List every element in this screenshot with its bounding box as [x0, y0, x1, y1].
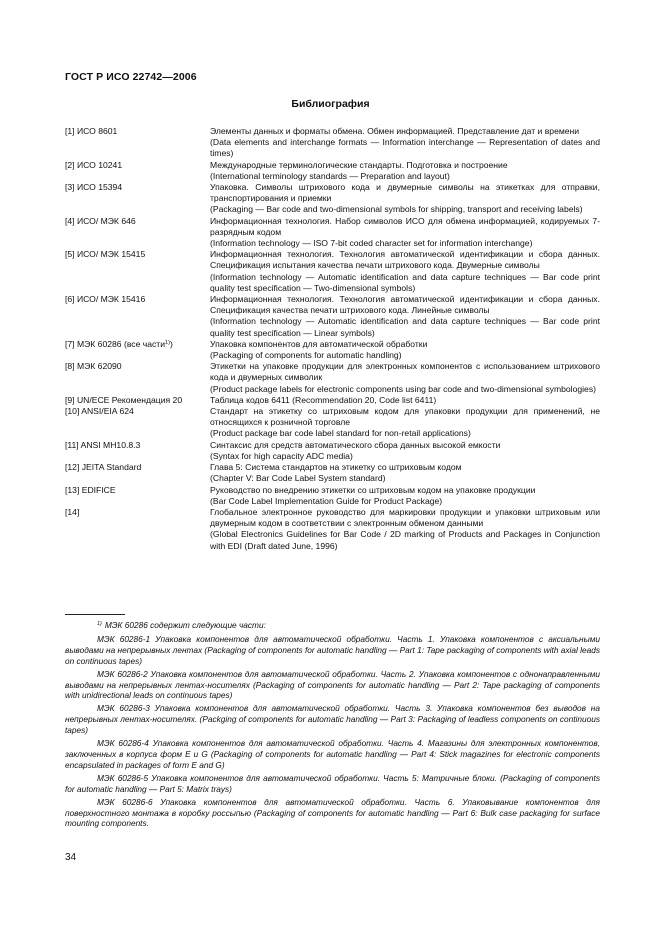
title-russian: Стандарт на этикетку со штриховым кодом для упаковки продукции для применений, не относящихся к розничной торговле [210, 406, 600, 428]
footnote-marker: 1) [97, 621, 102, 627]
bibliography-ref [65, 462, 210, 473]
bibliography-entry [65, 216, 600, 250]
title-english: (Product package bar code label standard for non-retail applications) [210, 428, 471, 439]
title-english: (International terminology standards — Preparation and layout) [210, 170, 450, 181]
bibliography-ref-text: [14] [65, 506, 80, 517]
bibliography-description [210, 294, 600, 339]
bibliography-entry [65, 485, 600, 507]
bibliography-ref-text: [4] ИСО/ МЭК 646 [65, 215, 136, 226]
bibliography-description [210, 440, 600, 462]
title-russian: Элементы данных и форматы обмена. Обмен информацией. Представление дат и времени [210, 126, 580, 136]
bibliography-ref [65, 485, 210, 496]
bibliography-ref [65, 126, 210, 137]
bibliography-ref [65, 182, 210, 193]
footnotes [65, 620, 600, 831]
bibliography-entry [65, 182, 600, 216]
bibliography-ref-text: [1] ИСО 8601 [65, 126, 118, 136]
footnote-intro-text: МЭК 60286 содержит следующие части: [104, 620, 266, 630]
bibliography-entry [65, 339, 600, 361]
bibliography-ref-text: [12] JEITA Standard [65, 462, 142, 473]
title-russian: Упаковка. Символы штрихового кода и двумерные символы на этикетках для отправки, транспортирования и приемки [210, 182, 600, 204]
bibliography-ref [65, 216, 210, 227]
title-english: (Information technology — ISO 7-bit coded character set for information interchange) [210, 238, 533, 249]
bibliography-ref [65, 395, 210, 406]
bibliography-entry [65, 507, 600, 552]
page-number: 34 [65, 852, 77, 863]
title-english: (Packaging of components for automatic handling) [210, 350, 402, 361]
title-russian: Глава 5: Система стандартов на этикетку со штриховым кодом [210, 462, 462, 473]
bibliography-description [210, 126, 600, 160]
section-title: Библиография [291, 98, 370, 110]
bibliography-ref [65, 440, 210, 451]
bibliography-description [210, 485, 600, 507]
title-russian: Международные терминологические стандарты. Подготовка и построение [210, 159, 508, 170]
bibliography-ref [65, 249, 210, 260]
bibliography-description [210, 462, 600, 484]
bibliography-description [210, 182, 600, 216]
title-english: (Data elements and interchange formats — Information interchange — Representation of dates and times) [210, 137, 600, 159]
title-russian: Синтаксис для средств автоматического сбора данных высокой емкости [210, 439, 501, 450]
bibliography-entry [65, 395, 600, 406]
bibliography-description [210, 361, 600, 395]
bibliography-ref-text: [10] ANSI/EIA 624 [65, 406, 134, 417]
bibliography-list [65, 126, 600, 552]
bibliography-ref-text: [7] МЭК 60286 (все части [65, 338, 166, 349]
bibliography-description [210, 160, 600, 182]
title-russian: Информационная технология. Технология автоматической идентификации и сбора данных. Спецификация качества печати штрихового кода. Линейные символы [210, 294, 600, 316]
footnote-item: МЭК 60286-3 Упаковка компонентов для автоматической обработки. Часть 3. Упаковка компонентов без выводов на непрерывных лентах-носителях. (Packging of components for automatic handling — Part 3: Packaging of leadless components on continuous tapes) [65, 703, 600, 736]
bibliography-entry [65, 249, 600, 294]
title-english: (Global Electronics Guidelines for Bar Code / 2D marking of Products and Packages in Conjunction with EDI (Draft dated June, 1996) [210, 529, 600, 551]
bibliography-ref-text: [3] ИСО 15394 [65, 182, 123, 193]
title-russian: Руководство по внедрению этикетки со штриховым кодом на упаковке продукции [210, 484, 536, 495]
footnote-item: МЭК 60286-5 Упаковка компонентов для автоматической обработки. Часть 5: Матричные блоки. (Packaging of components for automatic handling — Part 5: Matrix trays) [65, 772, 600, 794]
footnote-intro [97, 620, 600, 631]
bibliography-ref [65, 507, 210, 518]
footnote-items [65, 634, 600, 829]
document-header: ГОСТ Р ИСО 22742—2006 [65, 71, 197, 83]
bibliography-ref-text: [9] UN/ECE Рекомендация 20 [65, 394, 183, 405]
title-russian: Этикетки на упаковке продукции для электронных компонентов с использованием штрихового кода и двумерных символик [210, 361, 600, 383]
title-english: (Product package labels for electronic components using bar code and two-dimensional symbologies) [210, 383, 596, 394]
bibliography-ref [65, 406, 210, 417]
bibliography-entry [65, 126, 600, 160]
bibliography-entry [65, 361, 600, 395]
bibliography-entry [65, 462, 600, 484]
title-russian: Упаковка компонентов для автоматической обработки [210, 338, 428, 349]
bibliography-description [210, 339, 600, 361]
bibliography-description [210, 406, 600, 440]
bibliography-description [210, 507, 600, 552]
bibliography-entry [65, 160, 600, 182]
footnote-item: МЭК 60286-6 Упаковка компонентов для автоматической обработки. Часть 6. Упаковывание компонентов для поверхностного монтажа в коробку россыпью (Packaging of components for automatic handling — Part 6: Bulk case packaging for surface mounting components. [65, 796, 600, 829]
bibliography-ref-text: [6] ИСО/ МЭК 15416 [65, 294, 146, 305]
footnote-reference: 1) [165, 339, 170, 346]
bibliography-ref-text: [13] EDIFICE [65, 484, 116, 495]
bibliography-ref [65, 361, 210, 372]
bibliography-entry [65, 294, 600, 339]
footnote-item: МЭК 60286-2 Упаковка компонентов для автоматической обработки. Часть 2. Упаковка компонентов с однонаправленными выводами на непрерывных лентах-носителях (Packaging of components for automatic handling — Part 2: Tape packaging of components with unidirectional leads on continuous tapes) [65, 668, 600, 701]
title-english: (Information technology — Automatic identification and data capture techniques — Bar code print quality test specification — Linear symbols) [210, 316, 600, 338]
title-russian: Глобальное электронное руководство для маркировки продукции и упаковки штриховым или двумерным кодом в соответствии с электронным обменом данными [210, 506, 600, 529]
title-english: (Chapter V: Bar Code Label System standard) [210, 473, 386, 484]
title-english: (Information technology — Automatic identification and data capture techniques — Bar code print quality test specification — Two-dimensional symbols) [210, 271, 600, 293]
bibliography-ref-text: [8] МЭК 62090 [65, 361, 122, 372]
bibliography-ref [65, 339, 210, 350]
bibliography-description [210, 249, 600, 294]
bibliography-ref-text: [5] ИСО/ МЭК 15415 [65, 249, 146, 260]
bibliography-ref [65, 294, 210, 305]
bibliography-description [210, 395, 600, 406]
bibliography-ref-text: [11] ANSI MH10.8.3 [65, 439, 141, 450]
title-english: (Syntax for high capacity ADC media) [210, 450, 353, 461]
bibliography-ref-text: [2] ИСО 10241 [65, 159, 123, 170]
bibliography-entry [65, 406, 600, 440]
title-english: (Packaging — Bar code and two-dimensional symbols for shipping, transport and receiving labels) [210, 204, 583, 215]
title-russian: Информационная технология. Технология автоматической идентификации и сбора данных. Спецификация испытания качества печати штрихового кода. Двумерные символы [210, 249, 600, 271]
title-russian: Таблица кодов 6411 (Recommendation 20, Code list 6411) [210, 394, 437, 405]
bibliography-ref-tail: ) [169, 338, 173, 349]
footnote-item: МЭК 60286-1 Упаковка компонентов для автоматической обработки. Часть 1. Упаковка компонентов с аксиальными выводами на непрерывных лентах (Packaging of components for automatic handling — Part 1: Tape packaging of components with axial leads on continuous tapes) [65, 633, 600, 666]
title-english: (Bar Code Label Implementation Guide for Product Package) [210, 495, 443, 506]
bibliography-ref [65, 160, 210, 171]
footnote-divider [65, 614, 125, 615]
bibliography-description [210, 216, 600, 250]
footnote-item: МЭК 60286-4 Упаковка компонентов для автоматической обработки. Часть 4. Магазины для электронных компонентов, заключенных в корпуса форм E и G (Packaging of components for automatic handling — Part 4: Stick magazines for electronic components encapsulated in packages of form E and G) [65, 738, 600, 770]
bibliography-entry [65, 440, 600, 462]
title-russian: Информационная технология. Набор символов ИСО для обмена информацией, кодируемых 7-разрядным кодом [210, 215, 600, 237]
